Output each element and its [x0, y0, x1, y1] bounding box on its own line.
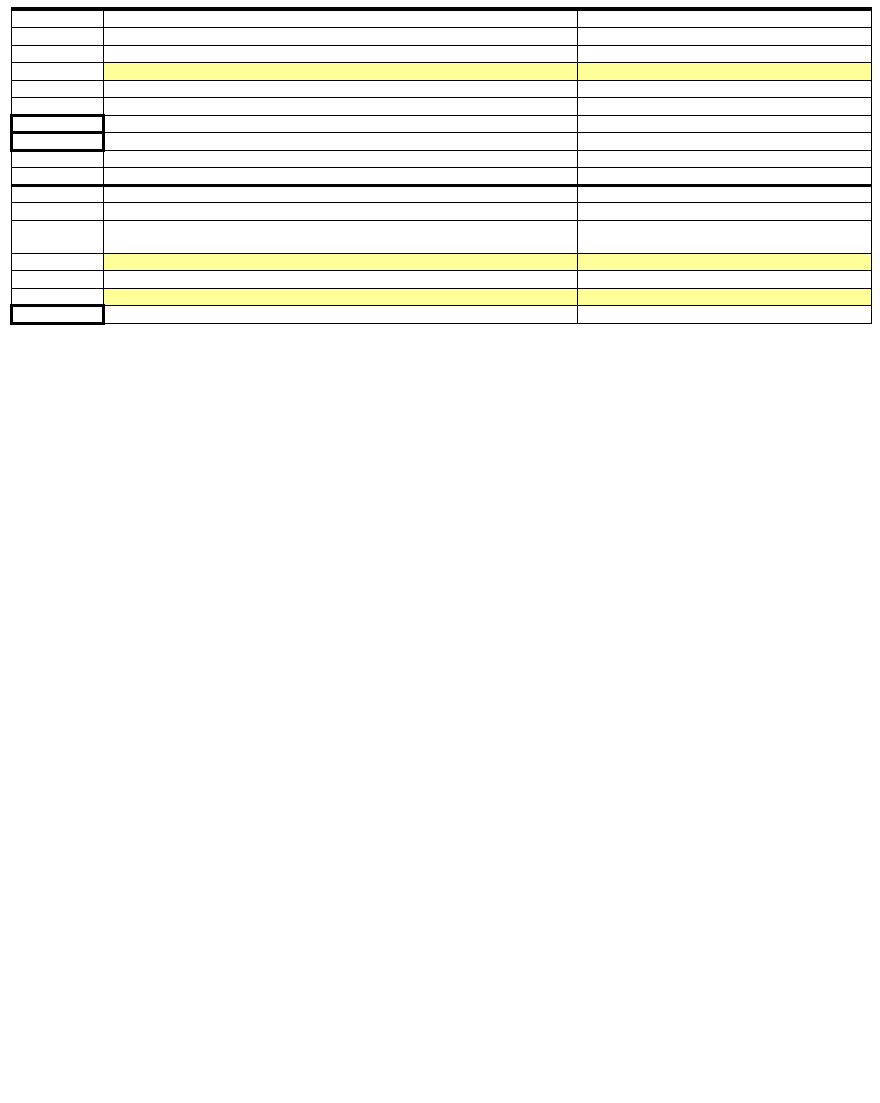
cell-date — [12, 203, 104, 221]
cell-speakers-place — [578, 288, 872, 306]
cell-speakers-place — [578, 220, 872, 253]
cell-topic — [104, 98, 578, 116]
cell-date — [12, 133, 104, 151]
table-row — [12, 115, 872, 133]
table-row — [12, 63, 872, 81]
cell-date — [12, 98, 104, 116]
cell-topic — [104, 203, 578, 221]
cell-topic — [104, 306, 578, 324]
cell-date — [12, 271, 104, 289]
cell-topic — [104, 168, 578, 186]
cell-topic — [104, 220, 578, 253]
cell-topic — [104, 253, 578, 271]
cell-speakers-place — [578, 271, 872, 289]
cell-topic — [104, 80, 578, 98]
cell-speakers-place — [578, 28, 872, 46]
cell-speakers-place — [578, 203, 872, 221]
table-row — [12, 28, 872, 46]
cell-speakers-place — [578, 150, 872, 168]
table-row — [12, 220, 872, 253]
cell-date — [12, 115, 104, 133]
table-row — [12, 168, 872, 186]
cell-date — [12, 220, 104, 253]
cell-speakers-place — [578, 98, 872, 116]
cell-speakers-place — [578, 133, 872, 151]
cell-topic — [104, 115, 578, 133]
table-row — [12, 203, 872, 221]
cell-topic — [104, 271, 578, 289]
cell-topic — [104, 133, 578, 151]
cell-speakers-place — [578, 10, 872, 28]
cell-speakers-place — [578, 185, 872, 203]
activities-table — [10, 7, 872, 325]
cell-topic — [104, 45, 578, 63]
table-row — [12, 306, 872, 324]
table-row — [12, 271, 872, 289]
cell-topic — [104, 185, 578, 203]
cell-topic — [104, 10, 578, 28]
cell-speakers-place — [578, 115, 872, 133]
table-row — [12, 185, 872, 203]
cell-date — [12, 168, 104, 186]
table-row — [12, 98, 872, 116]
cell-topic — [104, 28, 578, 46]
cell-date — [12, 45, 104, 63]
cell-date — [12, 253, 104, 271]
cell-date — [12, 28, 104, 46]
table-row — [12, 45, 872, 63]
cell-speakers-place — [578, 306, 872, 324]
cell-topic — [104, 63, 578, 81]
cell-date — [12, 288, 104, 306]
cell-date — [12, 185, 104, 203]
cell-speakers-place — [578, 253, 872, 271]
cell-date — [12, 63, 104, 81]
cell-speakers-place — [578, 168, 872, 186]
cell-speakers-place — [578, 80, 872, 98]
cell-date — [12, 10, 104, 28]
table-row — [12, 150, 872, 168]
cell-date — [12, 150, 104, 168]
cell-date — [12, 80, 104, 98]
cell-topic — [104, 288, 578, 306]
table-row — [12, 10, 872, 28]
table-body — [12, 10, 872, 323]
table-row — [12, 253, 872, 271]
table-row — [12, 80, 872, 98]
table-row — [12, 288, 872, 306]
cell-date — [12, 306, 104, 324]
table-row — [12, 133, 872, 151]
cell-topic — [104, 150, 578, 168]
cell-speakers-place — [578, 45, 872, 63]
cell-speakers-place — [578, 63, 872, 81]
